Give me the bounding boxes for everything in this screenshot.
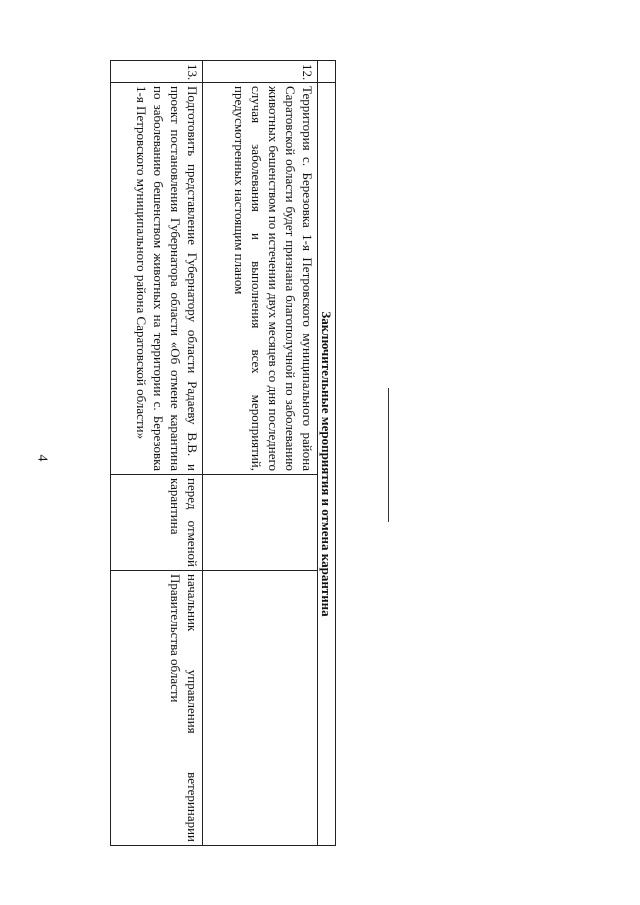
page-number: 4 <box>34 454 50 462</box>
measure-responsible <box>203 571 318 846</box>
rotated-table-container <box>110 60 336 845</box>
table-rotation-frame <box>110 60 336 845</box>
table-row <box>111 61 203 846</box>
measure-deadline <box>203 475 318 571</box>
measure-deadline: перед отменой карантина <box>111 475 203 571</box>
signature-divider-line <box>388 388 389 522</box>
measure-responsible: начальник управления ветеринарии Правительства области <box>111 571 203 846</box>
row-number: 12. <box>203 61 318 83</box>
section-header-row <box>318 61 336 846</box>
row-number: 13. <box>111 61 203 83</box>
section-title: Заключительные мероприятия и отмена карантина <box>318 83 336 846</box>
measure-text: Подготовить представление Губернатору области Радаеву В.В. и проект постановления Губернатора области «Об отмене карантина по заболеванию бешенством животных на территории с. Березовка 1-я Петровского муниципального района Саратовской области» <box>111 83 203 475</box>
measure-text: Территория с. Березовка 1-я Петровского муниципального района Саратовской области будет признана благополучной по заболеванию животных бешенством по истечении двух месяцев со дня последнего случая заболевания и выполнения всех мероприятий, предусмотренных настоящим планом <box>203 83 318 475</box>
measures-table <box>110 60 336 846</box>
table-row <box>203 61 318 846</box>
